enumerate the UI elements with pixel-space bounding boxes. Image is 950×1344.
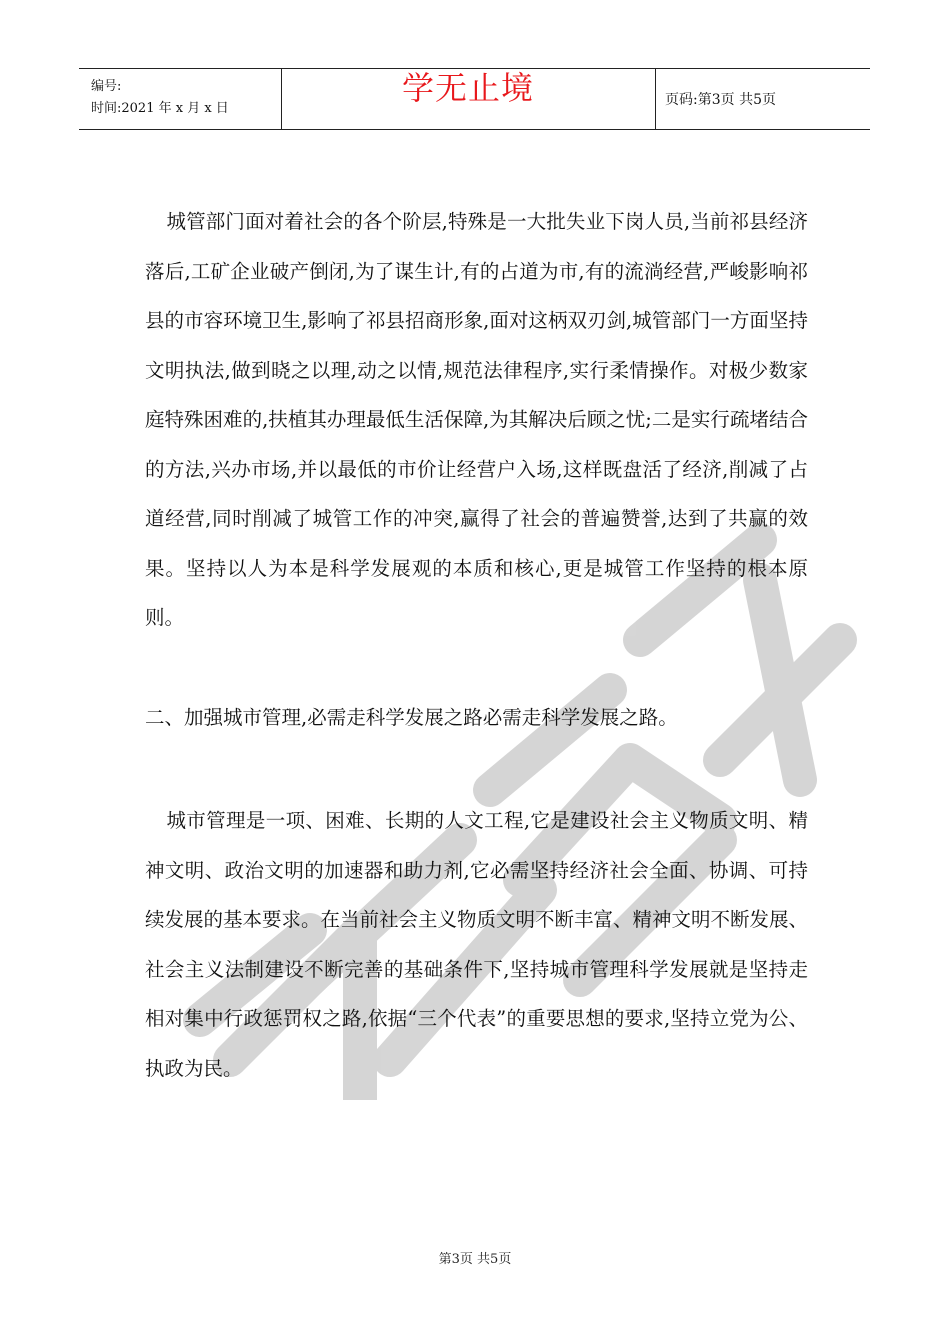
document-number-label: 编号: — [91, 79, 122, 94]
header-left-cell — [79, 69, 282, 129]
header-page-info: 页码:第3页 共5页 — [665, 92, 776, 108]
brand-title: 学无止境 — [401, 69, 534, 107]
document-header — [79, 68, 870, 130]
paragraph-gap — [145, 742, 808, 796]
page-footer: 第3页 共5页 — [438, 1252, 512, 1267]
section-heading: 二、加强城市管理,必需走科学发展之路必需走科学发展之路。 — [145, 705, 678, 729]
header-right-cell — [655, 69, 870, 129]
document-body — [145, 197, 808, 1093]
document-time-label: 时间:2021 年 x 月 x 日 — [91, 101, 229, 116]
header-middle-cell — [281, 69, 656, 129]
paragraph-gap — [145, 643, 808, 693]
body-paragraph: 城市管理是一项、困难、长期的人文工程,它是建设社会主义物质文明、精神文明、政治文明的加速器和助力剂,它必需坚持经济社会全面、协调、可持续发展的基本要求。在当前社会主义物质文明不断丰富、精神文明不断发展、社会主义法制建设不断完善的基础条件下,坚持城市管理科学发展就是坚持走相对集中行政惩罚权之路,依据“三个代表”的重要思想的要求,坚持立党为公、执政为民。 — [145, 809, 809, 1080]
body-paragraph: 城管部门面对着社会的各个阶层,特殊是一大批失业下岗人员,当前祁县经济落后,工矿企业破产倒闭,为了谋生计,有的占道为市,有的流淌经营,严峻影响祁县的市容环境卫生,影响了祁县招商形象,面对这柄双刃剑,城管部门一方面坚持文明执法,做到晓之以理,动之以情,规范法律程序,实行柔情操作。对极少数家庭特殊困难的,扶植其办理最低生活保障,为其解决后顾之忧;二是实行疏堵结合的方法,兴办市场,并以最低的市价让经营户入场,这样既盘活了经济,削减了占道经营,同时削减了城管工作的冲突,赢得了社会的普遍赞誉,达到了共赢的效果。坚持以人为本是科学发展观的本质和核心,更是城管工作坚持的根本原则。 — [145, 210, 808, 629]
